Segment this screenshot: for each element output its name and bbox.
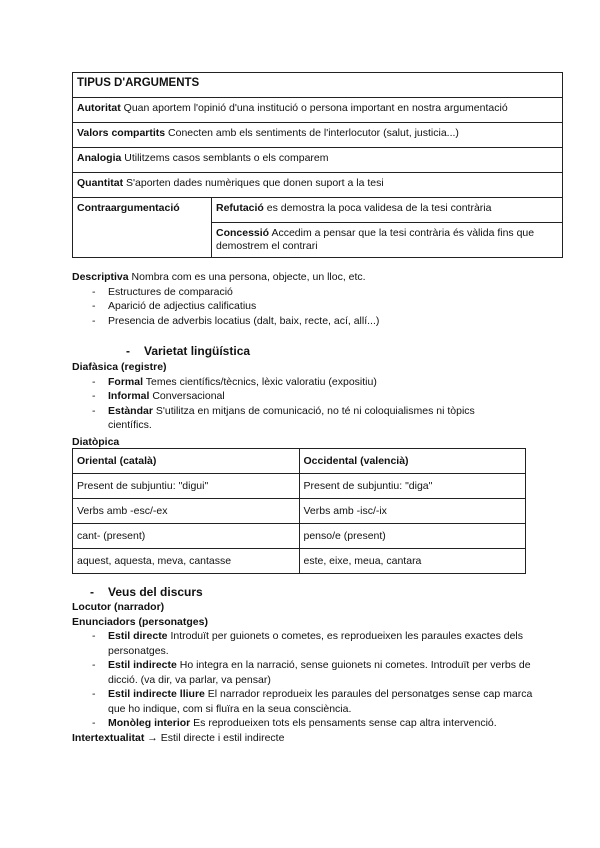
list-item: - Estructures de comparació [72,285,572,300]
argument-term: Valors compartits [77,127,166,139]
table-cell: Present de subjuntiu: "diga" [299,474,526,499]
argument-desc: Utilitzems casos semblants o els comparem [124,152,329,164]
veus-heading: - Veus del discurs [108,585,203,599]
list-item [72,629,572,658]
list-item [72,687,572,716]
diafasica-desc: Conversacional [152,390,225,402]
list-item [72,404,572,433]
intertextualitat-line [72,731,572,746]
veus-desc: Introduït per guionets o cometes, es reprodueixen les paraules exactes dels personatges. [108,630,523,657]
veus-term: Estil indirecte lliure [108,688,205,700]
table-row [73,98,563,123]
counter-item-desc: es demostra la poca validesa de la tesi contrària [266,202,492,214]
table-cell: Verbs amb -isc/-ix [299,499,526,524]
descriptiva-section [72,270,572,328]
list-item: - Aparició de adjectius calificatius [72,299,572,314]
table-row [73,198,563,223]
table-cell: Present de subjuntiu: "digui" [73,474,300,499]
table-row [73,148,563,173]
table-header-row [73,449,526,474]
veus-term: Estil indirecte [108,659,177,671]
veus-desc: Ho integra en la narració, sense guionets ni cometes. Introduït per verbs de dicció. (va dir, va parlar, va pensar) [108,659,531,686]
table-cell: penso/e (present) [299,524,526,549]
list-item [72,389,572,404]
arguments-table-title: TIPUS D'ARGUMENTS [73,73,563,98]
descriptiva-list [72,285,572,329]
veus-section [72,600,572,745]
intertextualitat-term: Intertextualitat [72,731,145,744]
argument-term: Autoritat [77,102,121,114]
argument-desc: S'aporten dades numèriques que donen suport a la tesi [126,177,384,189]
column-header: Occidental (valencià) [299,449,526,474]
argument-term: Analogia [77,152,122,164]
table-row [73,549,526,574]
list-item [72,375,572,390]
arguments-table [72,72,563,258]
argument-desc: Conecten amb els sentiments de l'interlocutor (salut, justicia...) [168,127,459,139]
counter-term: Contraargumentació [77,202,180,214]
descriptiva-desc: Nombra com es una persona, objecte, un lloc, etc. [131,271,366,283]
diafasica-term: Estàndar [108,404,153,417]
column-header: Oriental (català) [73,449,300,474]
table-row [73,499,526,524]
counter-item-term: Refutació [216,202,264,214]
argument-term: Quantitat [77,177,124,189]
veus-term: Estil directe [108,630,168,642]
diafasica-term: Informal [108,390,150,402]
list-item: - Presencia de adverbis locatius (dalt, baix, recte, ací, allí...) [72,314,572,329]
table-cell: aquest, aquesta, meva, cantasse [73,549,300,574]
descriptiva-term: Descriptiva [72,271,129,283]
veus-desc: Es reprodueixen tots els pensaments sense cap altra intervenció. [193,717,497,729]
table-row [73,474,526,499]
table-row [73,524,526,549]
diafasica-list [72,375,572,433]
diatopica-table [72,448,526,574]
diafasica-section [72,360,572,449]
varietat-heading: - Varietat lingüística [144,344,250,358]
diafasica-desc: Temes científics/tècnics, lèxic valoratiu (expositiu) [145,375,377,388]
diafasica-desc: S'utilitza en mitjans de comunicació, no té ni coloquialismes ni tòpics científics. [108,404,475,431]
counter-item-desc: Accedim a pensar que la tesi contrària és vàlida fins que demostrem el contrari [216,227,535,252]
argument-desc: Quan aportem l'opinió d'una institució o persona important en nostra argumentació [123,102,508,114]
veus-list [72,629,572,731]
table-cell: cant- (present) [73,524,300,549]
diafasica-term: Formal [108,375,144,388]
diafasica-heading: Diafàsica (registre) [72,361,167,373]
diatopica-heading: Diatòpica [72,435,120,448]
veus-desc: El narrador reprodueix les paraules del personatges sense cap marca que ho indique, com si fluïra en la seua consciència. [108,688,533,715]
table-row [73,173,563,198]
list-item [72,716,572,731]
counter-item-term: Concessió [216,227,270,239]
table-row [73,123,563,148]
arrow-icon: → [147,731,158,744]
list-item [72,658,572,687]
table-cell: Verbs amb -esc/-ex [73,499,300,524]
table-cell: este, eixe, meua, cantara [299,549,526,574]
veus-term: Monòleg interior [108,717,191,729]
locutor-label: Locutor (narrador) [72,601,165,613]
intertextualitat-desc: Estil directe i estil indirecte [160,731,285,744]
enunciadors-label: Enunciadors (personatges) [72,615,208,628]
